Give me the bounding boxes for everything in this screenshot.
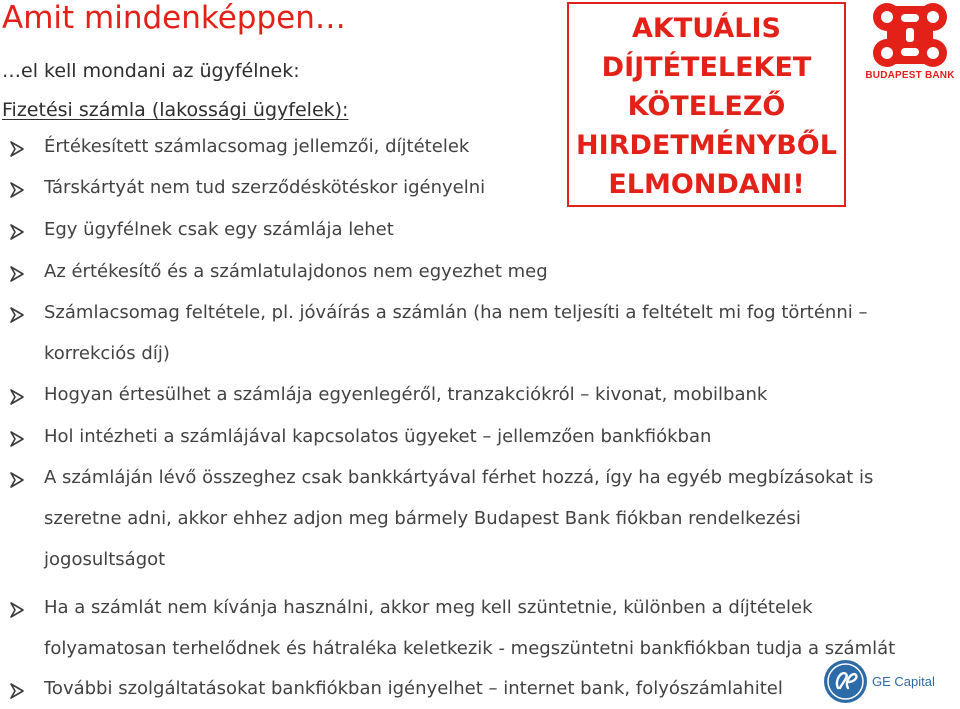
- bullet-text: jogosultságot: [44, 549, 166, 570]
- bullet-arrow-icon: [8, 471, 26, 489]
- bullet-text: A számláján lévő összeghez csak bankkártyával férhet hozzá, így ha egyéb megbízásokat is: [44, 467, 874, 488]
- notice-line: HIRDETMÉNYBŐL: [576, 130, 837, 161]
- bullet-text: Számlacsomag feltétele, pl. jóváírás a számlán (ha nem teljesíti a feltételt mi fog történni –: [44, 302, 868, 323]
- bullet-arrow-icon: [8, 430, 26, 448]
- bullet-text: Hogyan értesülhet a számlája egyenlegéről, tranzakciókról – kivonat, mobilbank: [44, 384, 768, 405]
- bullet-text: Ha a számlát nem kívánja használni, akkor meg kell szüntetnie, különben a díjtételek: [44, 597, 813, 618]
- bullet-text: Egy ügyfélnek csak egy számlája lehet: [44, 219, 394, 240]
- bullet-arrow-icon: [8, 682, 26, 700]
- budapest-bank-emblem-icon: [871, 2, 949, 68]
- notice-line: DÍJTÉTELEKET: [601, 52, 812, 83]
- bullet-arrow-icon: [8, 265, 26, 283]
- bullet-text: folyamatosan terhelődnek és hátraléka keletkezik - megszüntetni bankfiókban tudja a számlát: [44, 638, 896, 659]
- budapest-bank-wordmark: BUDAPEST BANK: [865, 70, 955, 81]
- bullet-text: szeretne adni, akkor ehhez adjon meg bármely Budapest Bank fiókban rendelkezési: [44, 508, 801, 529]
- bullet-text: További szolgáltatásokat bankfiókban igényelhet – internet bank, folyószámlahitel: [44, 678, 783, 699]
- budapest-bank-logo: [862, 2, 958, 94]
- ge-capital-wordmark: GE Capital: [872, 674, 935, 689]
- notice-line: ELMONDANI!: [608, 169, 805, 200]
- bullet-text: korrekciós díj): [44, 343, 170, 364]
- slide-title: Amit mindenképpen…: [2, 0, 346, 36]
- bullet-arrow-icon: [8, 181, 26, 199]
- bullet-arrow-icon: [8, 140, 26, 158]
- bullet-text: Az értékesítő és a számlatulajdonos nem egyezhet meg: [44, 261, 548, 282]
- bullet-arrow-icon: [8, 223, 26, 241]
- bullet-arrow-icon: [8, 601, 26, 619]
- section-heading: Fizetési számla (lakossági ügyfelek):: [2, 99, 349, 121]
- bullet-arrow-icon: [8, 306, 26, 324]
- notice-line: AKTUÁLIS: [632, 13, 781, 44]
- notice-box: [567, 2, 846, 207]
- slide-subtitle: …el kell mondani az ügyfélnek:: [2, 60, 300, 82]
- bullet-text: Hol intézheti a számlájával kapcsolatos ügyeket – jellemzően bankfiókban: [44, 426, 712, 447]
- bullet-arrow-icon: [8, 388, 26, 406]
- bullet-text: Értékesített számlacsomag jellemzői, díjtételek: [44, 136, 470, 157]
- ge-monogram-icon: [822, 658, 869, 705]
- bullet-text: Társkártyát nem tud szerződéskötéskor igényelni: [44, 177, 486, 198]
- notice-line: KÖTELEZŐ: [627, 91, 786, 122]
